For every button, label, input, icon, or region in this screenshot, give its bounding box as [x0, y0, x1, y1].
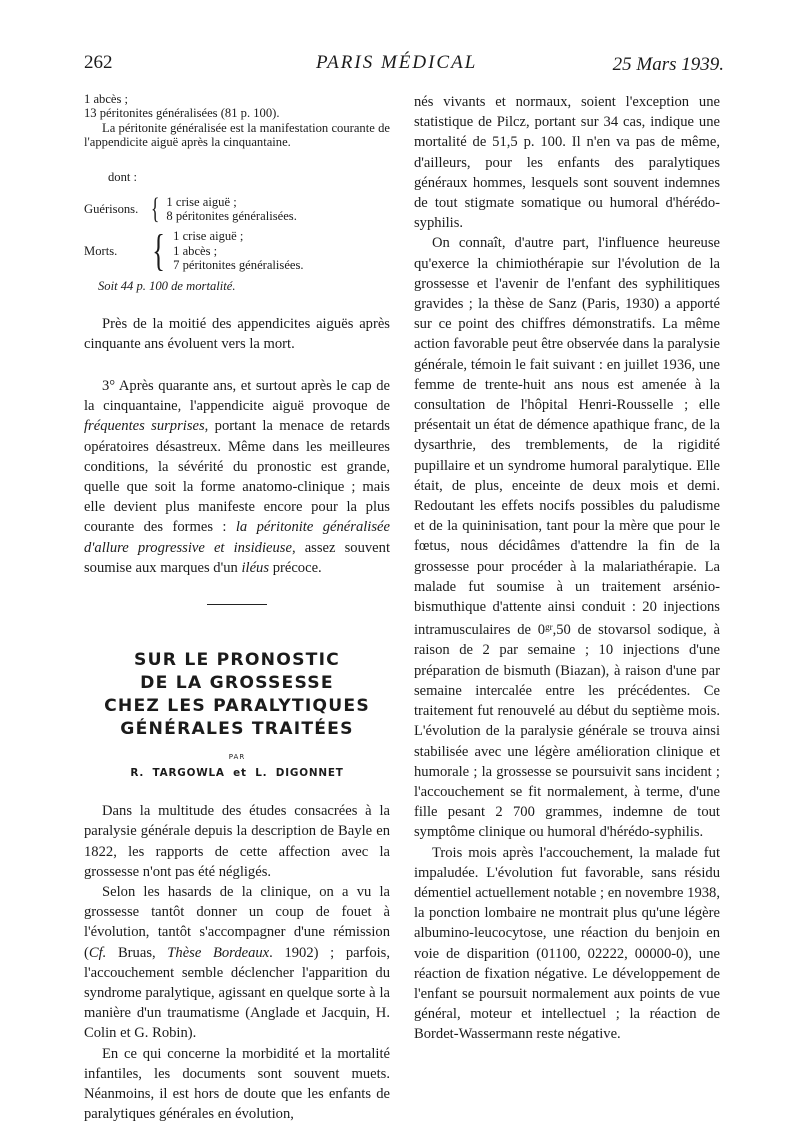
page-number: 262 — [84, 52, 113, 73]
page-header — [84, 52, 724, 82]
brace-icon: { — [152, 226, 165, 276]
stat-line: 13 péritonites généralisées (81 p. 100). — [84, 106, 280, 121]
article-title: SUR LE PRONOSTIC DE LA GROSSESSE CHEZ LES PARALYTIQUES GÉNÉRALES TRAITÉES — [104, 650, 370, 740]
stat-line: 1 abcès ; — [84, 92, 129, 106]
authors: R. TARGOWLA et L. DIGONNET — [130, 767, 344, 780]
morts-group — [84, 226, 390, 276]
journal-title: PARIS MÉDICAL — [316, 52, 478, 73]
issue-date: 25 Mars 1939. — [612, 54, 724, 75]
guerisons-group — [84, 192, 390, 226]
group-item: 1 crise aiguë ; — [173, 229, 244, 244]
morts-label: Morts. — [84, 243, 118, 258]
byline-par: PAR — [228, 753, 246, 762]
group-item: 8 péritonites généralisées. — [166, 209, 297, 224]
group-item: 1 crise aiguë ; — [166, 194, 237, 209]
paragraph: En ce qui concerne la morbidité et la mortalité infantiles, les documents sont souvent muets. Néanmoins, il est hors de doute que les enfants de paralytiques générales en évolution, — [84, 1045, 390, 1123]
mortality-stats — [84, 92, 390, 150]
group-item: 1 abcès ; — [173, 243, 218, 258]
section-divider — [207, 604, 267, 605]
paragraph: Trois mois après l'accouchement, la malade fut impaludée. L'évolution fut favorable, sans résidu démentiel actuellement notable ; en novembre 1938, la ponction lombaire ne montrait plus qu'une légère albumino-leucocytose, une réaction du benjoin en voie de disparition (01100, 02222, 00000-0), une réaction de fixation négative. Le développement de l'enfant se poursuit normalement aux points de vue général, moteur et intellectuel ; la réaction de Bordet-Wassermann reste négative. — [414, 844, 720, 1043]
article-body — [84, 801, 390, 1124]
paragraph: Dans la multitude des études consacrées à la paralysie générale depuis la description de Bayle en 1822, les rapports de cette affection avec la grossesse n'ont pas été négligés. — [84, 803, 390, 880]
paragraph: nés vivants et normaux, soient l'exception une statistique de Pilcz, portant sur 34 cas, indique une mortalité de 51,5 p. 100. Il n'en va pas de même, d'ailleurs, pour les enfants des paralytiques généraux hommes, lesquels sont souvent indemnes de tout stigmate somatique ou humoral d'hérédo-syphilis. — [414, 94, 720, 232]
right-column — [414, 92, 720, 1045]
group-item: 7 péritonites généralisées. — [173, 258, 304, 273]
guerisons-label: Guérisons. — [84, 201, 139, 216]
paragraph: On connaît, d'autre part, l'influence heureuse qu'exerce la chimiothérapie sur l'évolution de la grossesse et l'avenir de l'enfant des syphilitiques gravides ; la thèse de Sanz (Paris, 1930) a apporté sur ce point des chiffres démonstratifs. La même action favorable peut être observée dans la paralysie générale, témoin le fait suivant : en juillet 1936, une femme de trente-huit ans nous est amenée à la consultation de l'hôpital Henri-Rousselle ; elle présentait un état de démence apathique franc, de la dysarthrie, des tremblements, de la rigidité pupillaire et un syndrome humoral paralytique. Elle était, de plus, enceinte de deux mois et demi. Redoutant les effets nocifs possibles du paludisme et de la quininisation, tant pour la mère que pour le fœtus, nous décidâmes d'attendre la fin de la grossesse pour procéder à la malariathérapie. La malade fut soumise à un traitement arsénio-bismuthique d'attente ainsi conduit : 20 injections intramusculaires de $0^{gr},50$ de stovarsol sodique, à raison de 2 par semaine ; 10 injections d'une préparation de bismuth (Biazan), à raison d'une par semaine intercalée entre les précédentes. Ce traitement fut renouvelé au début du septième mois. L'évolution de la paralysie générale se trouva ainsi stabilisée avec une légère amélioration clinique et humorale ; la grossesse se poursuivit sans incident ; l'accouchement se fit normalement, à terme, d'une fille pesant 2 700 grammes, indemne de tout symptôme clinique ou humoral d'hérédo-syphilis. — [414, 235, 720, 841]
brace-icon: { — [150, 192, 160, 226]
paragraph: Près de la moitié des appendicites aiguës après cinquante ans évoluent vers la mort. — [84, 315, 390, 352]
stats-note: La péritonite généralisée est la manifestation courante de l'appendicite aiguë après la cinquantaine. — [84, 120, 390, 150]
paragraph: Selon les hasards de la clinique, on a vu la grossesse tantôt donner un coup de fouet à l'évolution, tantôt s'accompagner d'une rémission (Cf. Bruas, Thèse Bordeaux. 1902) ; parfois, l'accouchement semble déclencher l'apparition du syndrome paralytique, agissant en quelque sorte à la manière d'un traumatisme (Anglade et Jacquin, H. Colin et G. Robin). — [84, 883, 391, 1042]
paragraph: 3° Après quarante ans, et surtout après le cap de la cinquantaine, l'appendicite aiguë provoque de fréquentes surprises, portant la menace de retards opératoires désastreux. Même dans les meilleures conditions, la sévérité du pronostic est grande, quelle que soit la forme anatomo-clinique ; mais elle devient plus manifeste encore pour la plus courante des formes : la péritonite généralisée d'allure progressive et insidieuse, assez souvent soumise aux marques d'un iléus précoce. — [84, 378, 390, 576]
left-column — [84, 92, 390, 1124]
dont-label: dont : — [108, 169, 138, 184]
mortality-summary: Soit 44 p. 100 de mortalité. — [98, 278, 236, 293]
